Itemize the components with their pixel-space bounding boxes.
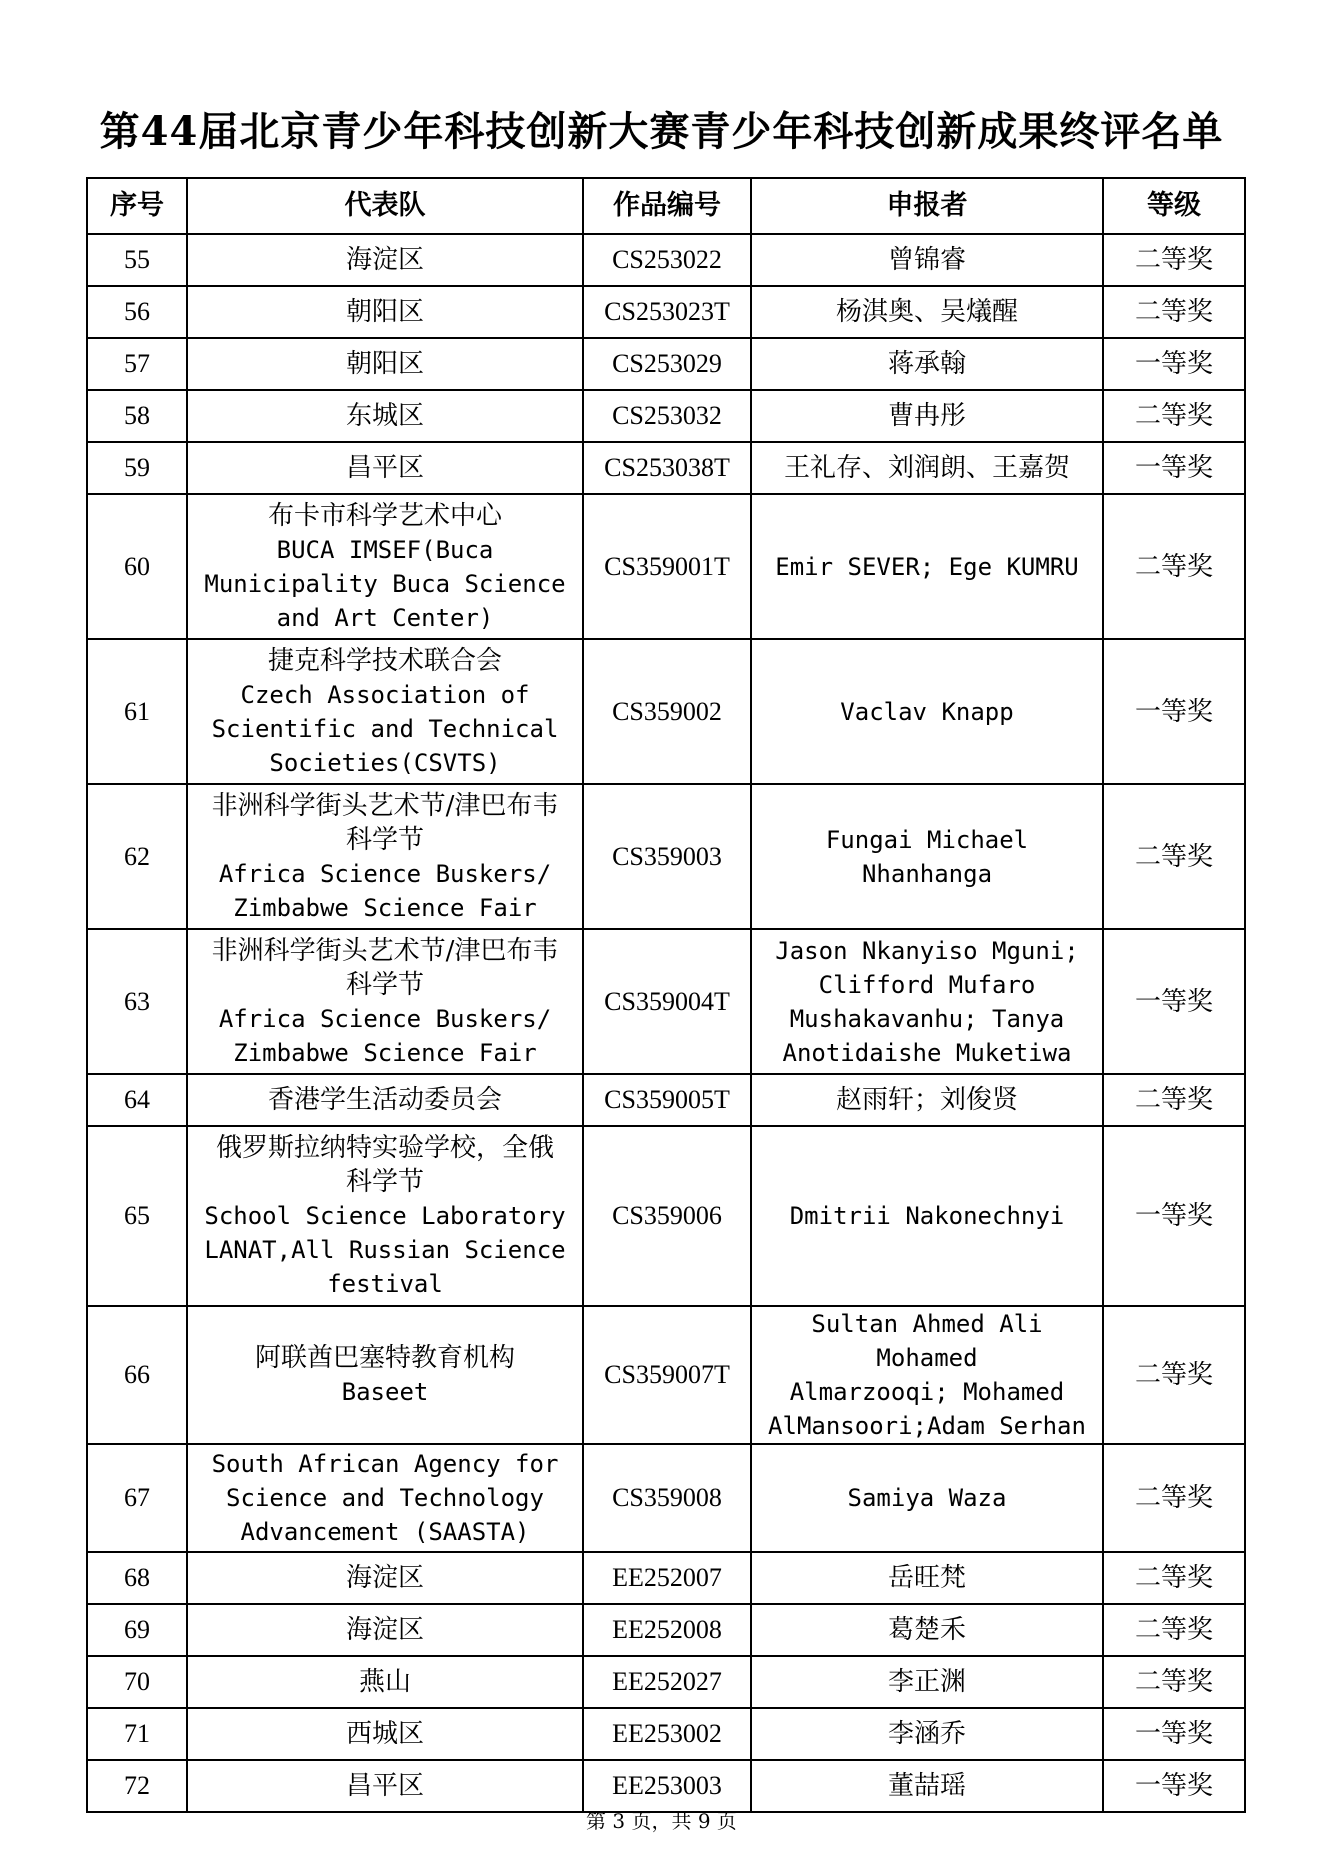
cell-applicant [751,1552,1103,1604]
cell-team [187,784,583,929]
cell-text-en: Africa Science Buskers/ [218,859,552,888]
cell-text-en: Samiya Waza [847,1484,1007,1512]
cell-text: 王礼存、刘润朗、王嘉贺 [783,453,1070,483]
cell-text: 海淀区 [345,1615,424,1645]
table-row [87,784,1245,929]
cell-text-en: Sultan Ahmed Ali Mohamed [811,1310,1043,1372]
cell-grade: 二等奖 [1103,1656,1245,1708]
cell-text: 昌平区 [345,1771,424,1801]
header-team: 代表队 [187,178,583,234]
cell-team [187,1552,583,1604]
cell-text: 科学节 [345,969,424,1000]
cell-text-en: Mushakavanhu; Tanya [789,1004,1065,1033]
cell-text: 海淀区 [345,245,424,275]
cell-text-en: Dmitrii Nakonechnyi [789,1202,1065,1230]
cell-code: EE252007 [583,1552,751,1604]
cell-text: 燕山 [358,1667,411,1697]
cell-applicant [751,1074,1103,1126]
table-row [87,639,1245,784]
cell-text: 赵雨轩；刘俊贤 [835,1085,1018,1115]
table-row [87,286,1245,338]
page-footer: 第 3 页，共 9 页 [586,1809,737,1833]
table-row [87,390,1245,442]
cell-text: 东城区 [345,401,424,431]
cell-text: 科学节 [345,824,424,855]
cell-team [187,390,583,442]
table-row [87,1708,1245,1760]
cell-grade: 二等奖 [1103,1604,1245,1656]
cell-applicant [751,1708,1103,1760]
cell-text: 科学节 [345,1167,424,1197]
table-row [87,1604,1245,1656]
cell-text: 非洲科学街头艺术节/津巴布韦 [211,935,559,966]
cell-grade: 二等奖 [1103,1552,1245,1604]
cell-seq: 56 [87,286,187,338]
cell-applicant [751,338,1103,390]
cell-applicant [751,1604,1103,1656]
table-row [87,494,1245,639]
cell-text-en: Almarzooqi; Mohamed [789,1378,1065,1406]
table-row [87,234,1245,286]
cell-code: EE253003 [583,1760,751,1812]
cell-code: CS253023T [583,286,751,338]
cell-code: EE252027 [583,1656,751,1708]
table-header-row [87,178,1245,234]
header-grade: 等级 [1103,178,1245,234]
cell-grade: 二等奖 [1103,784,1245,929]
cell-text: 阿联酋巴塞特教育机构 [254,1343,515,1373]
cell-text-en: Science and Technology [226,1484,544,1512]
cell-seq: 71 [87,1708,187,1760]
cell-applicant [751,494,1103,639]
cell-team [187,442,583,494]
cell-text-en: Anotidaishe Muketiwa [782,1038,1072,1067]
cell-text: 蒋承翰 [887,349,966,379]
cell-text-en: Czech Association of [240,680,530,709]
cell-grade: 二等奖 [1103,1444,1245,1552]
results-table [86,177,1246,1813]
cell-code: CS359004T [583,929,751,1074]
cell-text: 曾锦睿 [887,245,966,275]
cell-text-en: Africa Science Buskers/ [218,1004,552,1033]
cell-text: 朝阳区 [345,297,424,327]
cell-text-en: Clifford Mufaro [818,970,1036,999]
cell-text-en: Municipality Buca Science [204,569,566,598]
header-code: 作品编号 [583,178,751,234]
cell-text: 布卡市科学艺术中心 [267,500,502,531]
cell-seq: 55 [87,234,187,286]
cell-text-en: Emir SEVER; Ege KUMRU [775,552,1079,581]
cell-text-en: Societies(CSVTS) [269,748,501,777]
cell-text: 杨淇奥、吴燨醒 [835,297,1018,327]
cell-text: 曹冉彤 [887,401,966,431]
cell-text: 朝阳区 [345,349,424,379]
cell-text: 海淀区 [345,1563,424,1593]
cell-applicant [751,1126,1103,1306]
cell-code: EE252008 [583,1604,751,1656]
cell-code: CS359008 [583,1444,751,1552]
document-title: 第44届北京青少年科技创新大赛青少年科技创新成果终评名单 [99,108,1224,155]
table-row [87,442,1245,494]
cell-code: CS359007T [583,1306,751,1444]
cell-text: 李涵乔 [887,1719,966,1749]
table-row [87,338,1245,390]
cell-seq: 70 [87,1656,187,1708]
table-row [87,1656,1245,1708]
cell-seq: 58 [87,390,187,442]
cell-text: 葛楚禾 [887,1615,966,1645]
cell-grade: 二等奖 [1103,494,1245,639]
cell-grade: 一等奖 [1103,1760,1245,1812]
cell-code: CS253022 [583,234,751,286]
cell-text-en: Scientific and Technical [211,714,559,743]
table-row [87,929,1245,1074]
header-seq: 序号 [87,178,187,234]
cell-text-en: South African Agency for [211,1450,559,1478]
cell-grade: 一等奖 [1103,442,1245,494]
cell-grade: 一等奖 [1103,338,1245,390]
cell-grade: 一等奖 [1103,1126,1245,1306]
cell-team [187,494,583,639]
cell-grade: 二等奖 [1103,390,1245,442]
cell-seq: 65 [87,1126,187,1306]
cell-text-en: Zimbabwe Science Fair [233,1038,537,1067]
table-row [87,1306,1245,1444]
cell-applicant [751,442,1103,494]
cell-seq: 67 [87,1444,187,1552]
cell-seq: 61 [87,639,187,784]
table-row [87,1074,1245,1126]
header-applicant: 申报者 [751,178,1103,234]
cell-team [187,338,583,390]
cell-text-en: Vaclav Knapp [840,697,1014,726]
cell-text-en: Advancement (SAASTA) [240,1518,530,1546]
cell-code: CS253032 [583,390,751,442]
cell-text-en: BUCA IMSEF(Buca [276,535,494,564]
cell-code: EE253002 [583,1708,751,1760]
table-body [87,234,1245,1812]
cell-code: CS359005T [583,1074,751,1126]
cell-applicant [751,784,1103,929]
cell-text-en: School Science Laboratory [204,1202,566,1230]
cell-team [187,1306,583,1444]
cell-team [187,286,583,338]
cell-seq: 72 [87,1760,187,1812]
cell-text-en: AlMansoori;Adam Serhan [768,1412,1086,1440]
cell-text-en: LANAT,All Russian Science [204,1236,566,1264]
cell-text-en: Fungai Michael Nhanhanga [825,825,1029,888]
cell-text-en: Baseet [341,1378,429,1406]
cell-team [187,1604,583,1656]
cell-applicant [751,390,1103,442]
cell-grade: 一等奖 [1103,929,1245,1074]
cell-applicant [751,929,1103,1074]
cell-seq: 62 [87,784,187,929]
table-row [87,1552,1245,1604]
cell-team [187,1708,583,1760]
cell-text: 俄罗斯拉纳特实验学校，全俄 [215,1133,554,1163]
cell-text: 董喆瑶 [887,1771,966,1801]
table-row [87,1444,1245,1552]
cell-text: 捷克科学技术联合会 [267,645,502,676]
cell-applicant [751,639,1103,784]
cell-applicant [751,1444,1103,1552]
cell-code: CS253029 [583,338,751,390]
cell-text: 岳旺梵 [887,1563,966,1593]
cell-grade: 一等奖 [1103,1708,1245,1760]
cell-code: CS359006 [583,1126,751,1306]
cell-seq: 60 [87,494,187,639]
cell-text: 西城区 [345,1719,424,1749]
cell-text-en: Zimbabwe Science Fair [233,893,537,922]
cell-seq: 63 [87,929,187,1074]
cell-applicant [751,1656,1103,1708]
cell-seq: 64 [87,1074,187,1126]
cell-text-en: festival [327,1270,443,1298]
cell-team [187,929,583,1074]
cell-seq: 68 [87,1552,187,1604]
cell-grade: 二等奖 [1103,1306,1245,1444]
cell-seq: 66 [87,1306,187,1444]
cell-text-en: and Art Center) [276,603,494,632]
cell-code: CS359003 [583,784,751,929]
cell-code: CS359002 [583,639,751,784]
cell-team [187,234,583,286]
cell-seq: 59 [87,442,187,494]
cell-applicant [751,286,1103,338]
table-row [87,1126,1245,1306]
cell-team [187,1656,583,1708]
cell-grade: 一等奖 [1103,639,1245,784]
cell-text-en: Jason Nkanyiso Mguni; [775,936,1079,965]
cell-code: CS359001T [583,494,751,639]
cell-grade: 二等奖 [1103,234,1245,286]
cell-applicant [751,234,1103,286]
cell-text: 昌平区 [345,453,424,483]
cell-applicant [751,1306,1103,1444]
cell-team [187,1444,583,1552]
cell-team [187,639,583,784]
cell-code: CS253038T [583,442,751,494]
cell-text: 李正渊 [887,1667,966,1697]
cell-grade: 二等奖 [1103,1074,1245,1126]
cell-seq: 57 [87,338,187,390]
cell-grade: 二等奖 [1103,286,1245,338]
cell-team [187,1126,583,1306]
cell-team [187,1074,583,1126]
cell-text: 非洲科学街头艺术节/津巴布韦 [211,790,559,821]
cell-text: 香港学生活动委员会 [267,1085,502,1115]
cell-seq: 69 [87,1604,187,1656]
